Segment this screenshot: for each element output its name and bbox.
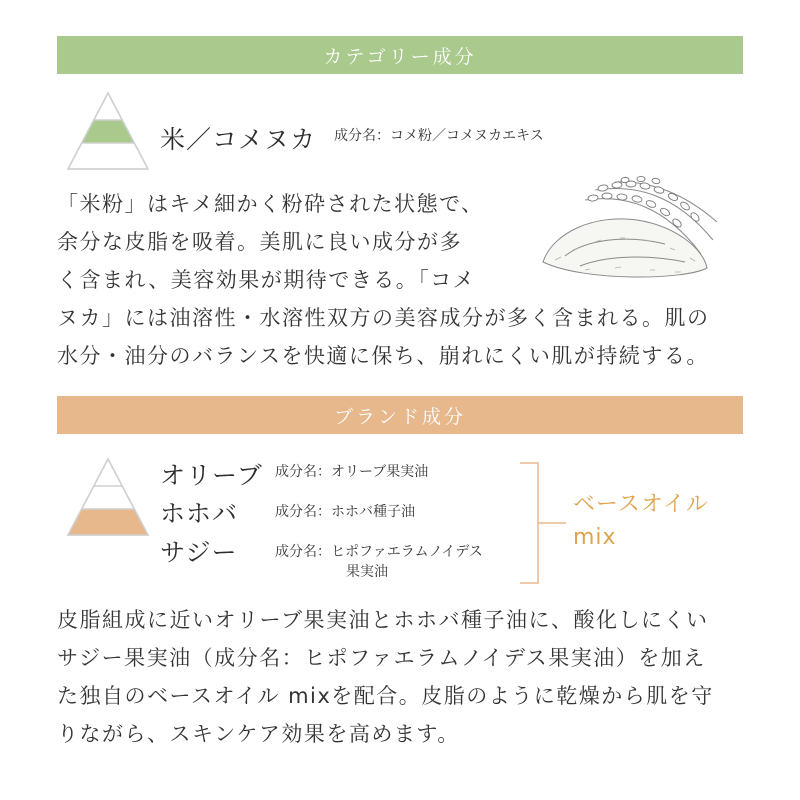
component-value: ホホバ種子油: [331, 504, 415, 520]
base-oil-mix-label: [573, 488, 709, 554]
brand-description: [57, 601, 757, 753]
brand-heading: ブランド成分: [333, 405, 466, 428]
category-component: [334, 126, 544, 146]
component-value: オリーブ果実油: [331, 464, 429, 480]
category-heading-band: [57, 36, 743, 74]
brand-description-line: りながら、スキンケア効果を高めます。: [57, 722, 460, 746]
category-description: [57, 185, 757, 375]
component-value: ヒポファエラムノイデス: [331, 544, 483, 560]
brand-component-olive: [275, 462, 428, 482]
bracket-connector: [518, 462, 568, 584]
category-description-line: 水分・油分のバランスを快適に保ち、崩れにくい肌が持続する。: [57, 344, 709, 368]
brand-pyramid-icon: [66, 457, 150, 537]
base-oil-mix-line2: mix: [573, 525, 617, 550]
brand-heading-band: [57, 396, 743, 434]
category-heading: カテゴリー成分: [323, 45, 477, 68]
category-pyramid-icon: [66, 91, 150, 171]
category-description-line: く含まれ、美容効果が期待できる。「コメ: [57, 268, 476, 292]
category-component-label: 成分名：: [334, 128, 390, 144]
component-label: 成分名：: [275, 504, 331, 520]
brand-component-sea-buckthorn: [275, 542, 483, 582]
brand-component-jojoba: [275, 502, 415, 522]
brand-description-line: サジー果実油（成分名：ヒポファエラムノイデス果実油）を加え: [57, 646, 706, 670]
brand-description-line: 皮脂組成に近いオリーブ果実油とホホバ種子油に、酸化しにくい: [57, 608, 709, 632]
base-oil-mix-line1: ベースオイル: [573, 492, 709, 517]
component-label: 成分名：: [275, 464, 331, 480]
category-ingredient-name: 米／コメヌカ: [160, 125, 317, 154]
component-value-continued: 果実油: [346, 564, 388, 580]
category-description-line: ヌカ」には油溶性・水溶性双方の美容成分が多く含まれる。肌の: [57, 306, 710, 330]
brand-description-line: た独自のベースオイル mixを配合。皮脂のように乾燥から肌を守: [57, 684, 714, 708]
brand-ingredient-jojoba: ホホバ: [160, 499, 239, 528]
category-description-line: 余分な皮脂を吸着。美肌に良い成分が多: [57, 230, 462, 254]
brand-ingredient-sea-buckthorn: サジー: [160, 538, 238, 567]
component-label: 成分名：: [275, 544, 331, 560]
brand-ingredient-olive: オリーブ: [160, 461, 263, 490]
category-description-line: 「米粉」はキメ細かく粉砕された状態で、: [57, 192, 484, 216]
category-component-value: コメ粉／コメヌカエキス: [390, 128, 544, 144]
